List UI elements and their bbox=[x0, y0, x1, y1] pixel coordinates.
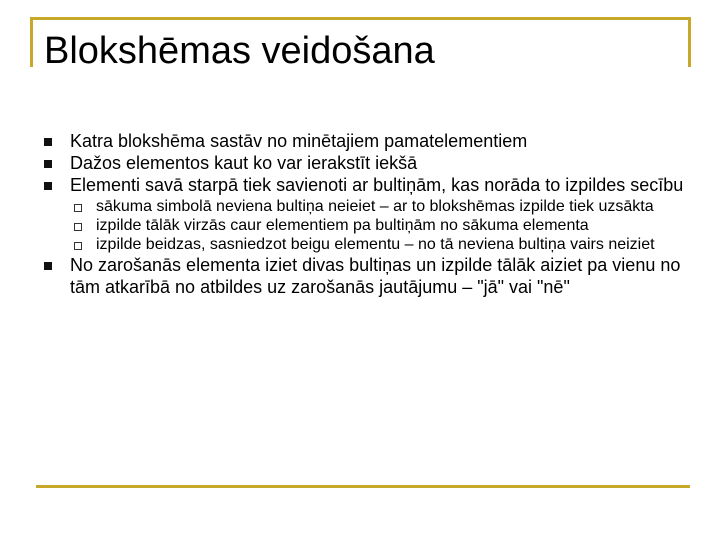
square-bullet-icon bbox=[44, 262, 52, 270]
sub-bullet-item bbox=[70, 197, 684, 216]
sub-bullet-text: izpilde tālāk virzās caur elementiem pa bultiņām no sākuma elementa bbox=[96, 217, 589, 234]
hollow-square-bullet-icon bbox=[74, 223, 82, 231]
square-bullet-icon bbox=[44, 182, 52, 190]
frame-right-border bbox=[688, 17, 691, 67]
bullet-text: Dažos elementos kaut ko var ierakstīt iekšā bbox=[70, 153, 418, 173]
bullet-item bbox=[44, 130, 684, 152]
sub-bullet-item bbox=[70, 235, 684, 254]
frame-left-border bbox=[30, 17, 33, 67]
frame-bottom-border bbox=[36, 485, 690, 488]
square-bullet-icon bbox=[44, 138, 52, 146]
bullet-item bbox=[44, 152, 684, 174]
square-bullet-icon bbox=[44, 160, 52, 168]
sub-bullet-text: sākuma simbolā neviena bultiņa neieiet – ar to blokshēmas izpilde tiek uzsākta bbox=[96, 198, 654, 215]
sub-bullet-list bbox=[70, 197, 684, 254]
bullet-text: Katra blokshēma sastāv no minētajiem pamatelementiem bbox=[70, 131, 528, 151]
bullet-item bbox=[44, 254, 684, 298]
hollow-square-bullet-icon bbox=[74, 204, 82, 212]
sub-bullet-item bbox=[70, 216, 684, 235]
bullet-list bbox=[44, 130, 684, 298]
slide-title: Blokshēmas veidošana bbox=[44, 30, 435, 72]
bullet-text: Elementi savā starpā tiek savienoti ar bultiņām, kas norāda to izpildes secību bbox=[70, 175, 684, 195]
bullet-item bbox=[44, 174, 684, 254]
sub-bullet-text: izpilde beidzas, sasniedzot beigu elementu – no tā neviena bultiņa vairs neiziet bbox=[96, 236, 655, 253]
slide-content bbox=[44, 130, 684, 298]
frame-top-border bbox=[30, 17, 691, 20]
bullet-text: No zarošanās elementa iziet divas bultiņas un izpilde tālāk aiziet pa vienu no tām atkarībā no atbildes uz zarošanās jautājumu – "jā" vai "nē" bbox=[70, 255, 681, 297]
hollow-square-bullet-icon bbox=[74, 242, 82, 250]
